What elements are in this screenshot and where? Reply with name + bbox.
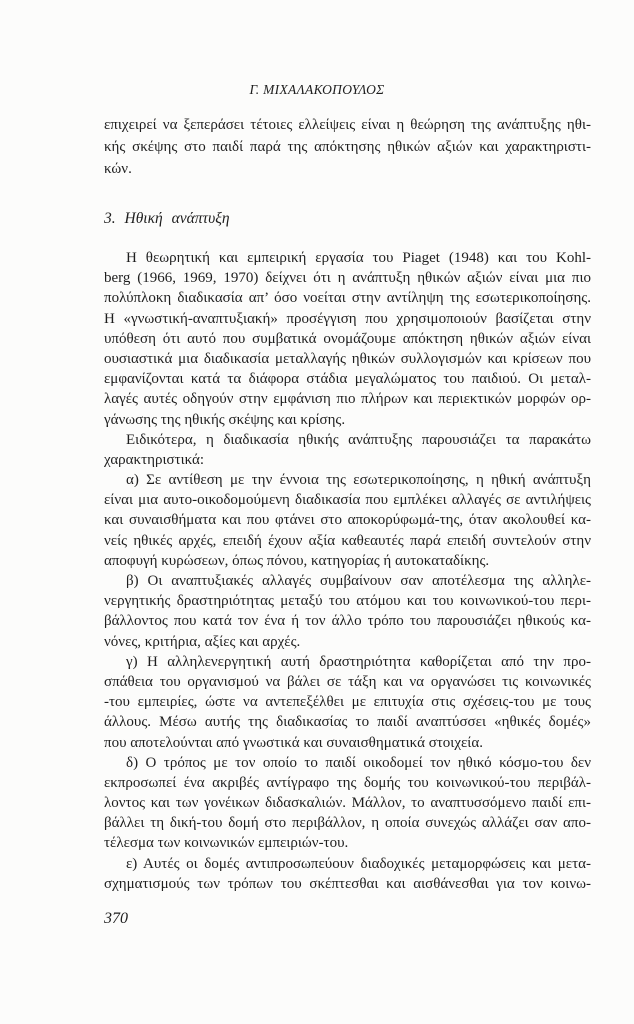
text-line: νεργητικής δραστηριότητας μεταξύ του ατόμου και του κοινωνικού-του περι-: [104, 593, 591, 610]
text-line: λοντος και των γονέικων διδασκαλιών. Μάλλον, το αναπτυσσόμενο παιδί επι-: [104, 795, 591, 812]
text-line: γ) Η αλληλενεργητική αυτή δραστηριότητα καθορίζεται από την προ-: [126, 653, 591, 670]
text-line: επιχειρεί να ξεπεράσει τέτοιες ελλείψεις είναι η θεώρηση της ανάπτυξης ηθι-: [104, 117, 591, 133]
text-line: νείς ηθικές αρχές, επειδή έχουν αξία καθεαυτές παρά επειδή συντελούν στην: [104, 532, 591, 549]
text-line: Η «γνωστική-αναπτυξιακή» προσέγγιση που χρησιμοποιούν βασίζεται στην: [104, 310, 591, 327]
text-line: κής σκέψης στο παιδί παρά της απόκτησης ηθικών αξιών και χαρακτηριστι-: [104, 139, 591, 155]
page-number: 370: [104, 910, 128, 927]
text-line: είναι μια αυτο-οικοδομούμενη διαδικασία που εμπλέκει αλλαγές σε αντιλήψεις: [104, 492, 591, 509]
text-line: χαρακτηριστικά:: [104, 451, 205, 468]
text-line: άλλους. Μέσω αυτής της διαδικασίας το παιδί αναπτύσσει «ηθικές δομές»: [104, 714, 591, 731]
text-line: εκπροσωπεί ένα ακριβές αντίγραφο της δομής του κοινωνικού-του περιβάλ-: [104, 774, 591, 791]
text-line: σχηματισμούς των τρόπων του σκέπτεσθαι και αισθάνεσθαι για τον κοινω-: [104, 875, 591, 892]
text-line: βάλλει τη δική-του δομή στο περιβάλλον, η οποία συνεχώς αλλάζει σαν απο-: [104, 815, 591, 832]
body-text: [104, 248, 591, 894]
text-line: Η θεωρητική και εμπειρική εργασία του Piaget (1948) και του Kohl-: [126, 250, 591, 266]
text-line: κών.: [104, 161, 132, 177]
text-line: τέλεσμα των κοινωνικών εμπειριών-του.: [104, 835, 349, 852]
text-line: γάνωσης της ηθικής σκέψης και κρίσης.: [104, 411, 346, 428]
section-heading: 3. Ηθική ανάπτυξη: [104, 210, 230, 227]
text-line: αποφυγή κυρώσεων, όπως πόνου, κατηγορίας ή αυτοκαταδίκης.: [104, 552, 490, 569]
text-line: α) Σε αντίθεση με την έννοια της εσωτερικοποίησης, η ηθική ανάπτυξη: [126, 472, 591, 489]
running-header: Γ. ΜΙΧΑΛΑΚΟΠΟΥΛΟΣ: [249, 82, 385, 97]
text-line: ουσιαστικά μια διαδικασία μεταλλαγής ηθικών συλλογισμών και κρίσεων που: [104, 350, 591, 367]
text-line: βάλλοντος που κατά τον ένα ή τον άλλο τρόπο του παρουσιάζει ηθικούς κα-: [104, 613, 591, 630]
text-line: β) Οι αναπτυξιακές αλλαγές συμβαίνουν σαν αποτέλεσμα της αλληλε-: [126, 573, 591, 589]
text-line: -του εμπειρίες, ώστε να αντεπεξέλθει με επιτυχία στις σχέσεις-του με τους: [104, 694, 591, 711]
text-line: berg (1966, 1969, 1970) δείχνει ότι η ανάπτυξη ηθικών αξιών είναι μια πιο: [104, 270, 591, 287]
text-line: πολύπλοκη διαδικασία απ’ όσο νοείται στην αντίληψη της εσωτερικοποίησης.: [104, 290, 591, 307]
text-line: νόνες, κριτήρια, αξίες και αρχές.: [104, 633, 301, 650]
text-line: και συναισθήματα και που φτάνει στο αποκορύφωμά-της, όταν ακολουθεί κα-: [104, 512, 591, 529]
text-line: σπάθεια του οργανισμού να βάλει σε τάξη και να οργανώσει τις κοινωνικές: [104, 673, 591, 690]
text-line: Ειδικότερα, η διαδικασία ηθικής ανάπτυξης παρουσιάζει τα παρακάτω: [126, 431, 591, 448]
text-line: ε) Αυτές οι δομές αντιπροσωπεύουν διαδοχικές μεταμορφώσεις και μετα-: [126, 855, 591, 872]
text-line: δ) Ο τρόπος με τον οποίο το παιδί οικοδομεί τον ηθικό κόσμο-του δεν: [126, 754, 591, 771]
intro-paragraph: [104, 114, 591, 180]
text-line: που αποτελούνται από γνωστικά και συναισθηματικά στοιχεία.: [104, 734, 483, 751]
text-line: υπόθεση ότι αυτό που συμβατικά ονομάζουμε απόκτηση ηθικών αξιών είναι: [104, 330, 591, 347]
text-line: λαγές αυτές οδηγούν στην εμφάνιση πιο πλήρων και περιεκτικών μορφών ορ-: [104, 391, 591, 408]
text-line: εμφανίζονται κατά τα διάφορα στάδια μεγαλώματος του παιδιού. Οι μεταλ-: [104, 371, 591, 388]
